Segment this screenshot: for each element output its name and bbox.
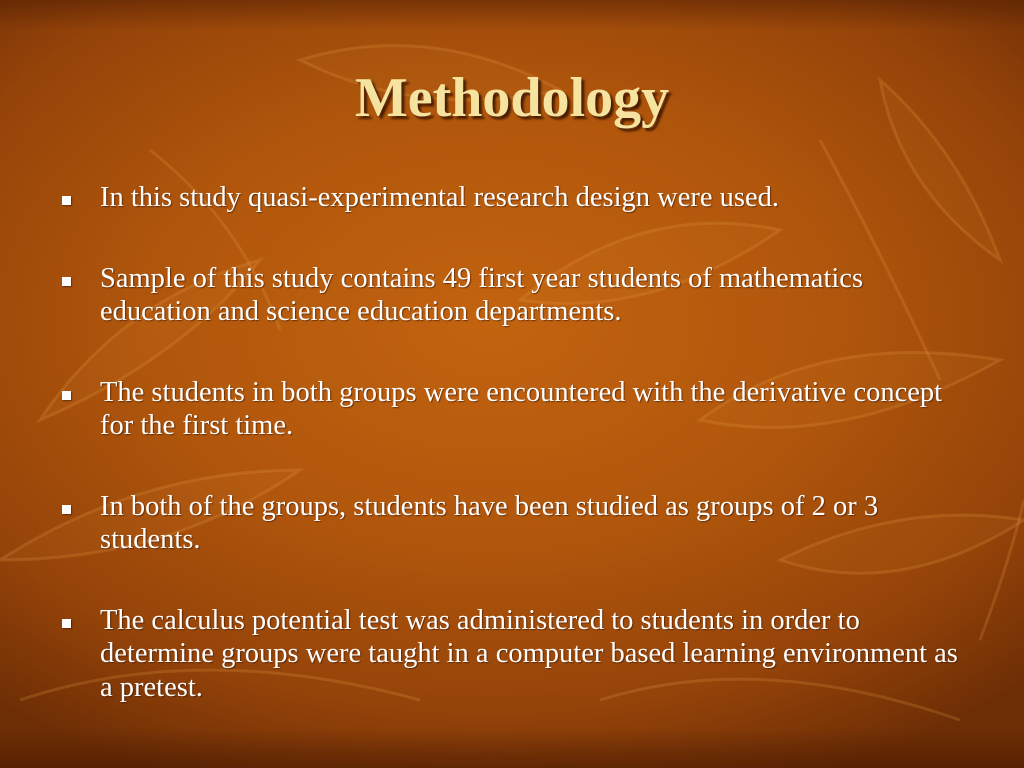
- square-bullet-icon: [62, 505, 71, 514]
- bullet-text: The calculus potential test was administered to students in order to determine groups were taught in a computer based learning environment as a pretest.: [100, 604, 958, 703]
- square-bullet-icon: [62, 391, 71, 400]
- bullet-list: [62, 181, 962, 704]
- bullet-text: In both of the groups, students have been studied as groups of 2 or 3 students.: [100, 490, 879, 555]
- bullet-text: The students in both groups were encountered with the derivative concept for the first time.: [100, 376, 943, 441]
- bullet-item: [62, 376, 962, 443]
- bullet-text: In this study quasi-experimental research design were used.: [100, 182, 780, 213]
- slide-title: Methodology: [354, 67, 670, 129]
- bullet-item: [62, 181, 962, 215]
- square-bullet-icon: [62, 196, 71, 205]
- bullet-item: [62, 262, 962, 329]
- bullet-item: [62, 604, 962, 705]
- square-bullet-icon: [62, 277, 71, 286]
- bullet-item: [62, 490, 962, 557]
- square-bullet-icon: [62, 619, 71, 628]
- bullet-text: Sample of this study contains 49 first year students of mathematics education and science education departments.: [100, 262, 864, 327]
